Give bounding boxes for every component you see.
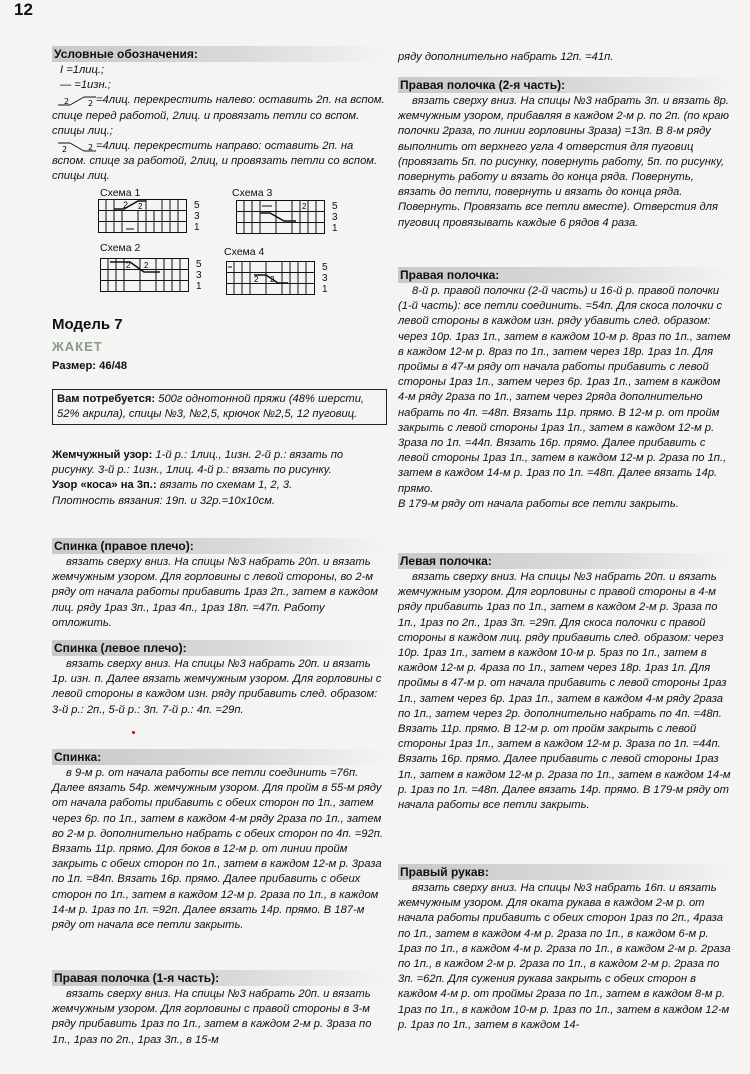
svg-text:2: 2 — [270, 275, 275, 284]
section-title: Спинка (левое плечо): — [52, 640, 387, 656]
pearl-label: Жемчужный узор: — [52, 449, 153, 461]
legend-cross-left — [52, 93, 387, 139]
legend-item-knit: I =1лиц.; — [60, 64, 105, 76]
legend-section — [52, 46, 387, 185]
svg-text:2: 2 — [302, 202, 307, 211]
scheme-1-label: Схема 1 — [100, 187, 141, 199]
materials-label: Вам потребуется: — [57, 393, 156, 405]
section-title: Правая полочка: — [398, 267, 733, 283]
right-top-line: ряду дополнительно набрать 12п. =41п. — [398, 51, 614, 63]
scheme-2-rows: 5 3 1 — [196, 259, 202, 292]
svg-text:2: 2 — [62, 145, 68, 154]
section-title: Правый рукав: — [398, 864, 733, 880]
section-text: вязать сверху вниз. На спицы №3 набрать 20п. и вязать жемчужным узором. Для горловины с левой стороны, во 2-м ряду от начала работы прибавить 1раз 2п., затем в каждом лиц. ряду 1раз 3п., 1раз 4п., 1раз 18п. =47п. Работу отложить. — [52, 556, 378, 629]
scheme-2-label: Схема 2 — [100, 242, 141, 254]
right-section-3 — [398, 864, 733, 1033]
right-section-2 — [398, 553, 733, 813]
scheme-3-label: Схема 3 — [232, 187, 273, 199]
pearl-text: 1-й р.: 1лиц., 1изн. 2-й р.: вязать по рисунку. 3-й р.: 1изн., 1лиц. 4-й р.: вязать по рисунку. — [52, 449, 344, 477]
legend-title: Условные обозначения: — [52, 46, 387, 62]
section-text: вязать сверху вниз. На спицы №3 набрать 20п. и вязать жемчужным узором. Для горловины с правой стороны в 4-м ряду прибавить 1раз по 1п., затем в каждом 2-м р. 3раза по 1п., 1раз по 2п., 1раз 3п. =29п. Для скоса полочки с правой стороны в каждом лиц. ряду прибавить след. образом: через 10р. 1раз 1п., затем в каждом 10-м р. 5раз по 1п., затем в каждом 12-м р. 4раза по 1п., затем через 18р. 1раз 1п. Для проймы в 47-м р. от начала прибавить с левой стороны 1раз 1п., затем через 6р. 1раз 1п., затем в каждом 4-м ряду 2раза по 1п., затем через 2р. дополнительно набрать по 4п. =48п. Вязать 11р. прямо. В 12-м р. от пройм закрыть с левой стороны 1раз 1п., затем в каждом 12-м р. 3раза по 1п. =44п. Вязать 16р. прямо. Далее прибавить с левой стороны 1раз 1п., затем в каждом 12-м р. 2раза по 1п., затем в каждом 14-м р. 1раз по 1п. =48п. Далее вязать 14р. прямо. В 179-м ряду от начала работы все петли закрыть. — [398, 571, 731, 812]
scheme-3-rows: 5 3 1 — [332, 201, 338, 234]
section-text: в 9-м р. от начала работы все петли соединить =76п. Далее вязать 54р. жемчужным узором. Для пройм в 55-м ряду от начала работы прибавить с обеих сторон по 1п., затем через 6р. по 1п., затем в каждом 4-м ряду 2раза по 1п., затем во 2-м р. дополнительно набрать с обеих сторон по 4п. =92п. Вязать 11р. прямо. Для боков в 12-м р. от линии пройм закрыть с обеих сторон по 1п., затем в каждом 12-м р. 3раза по 1п. =84п. Вязать 16р. прямо. Далее прибавить с обеих сторон по 1п., затем в каждом 12-м р. 2раза по 1п., в каждом 14-м р. 1раз по 1п. =92п. Далее вязать 14р. прямо. В 187-м ряду от начала все петли закрыть. — [52, 767, 383, 932]
section-text: вязать сверху вниз. На спицы №3 набрать 20п. и вязать 1р. изн. п. Далее вязать жемчужным узором. Для горловины с левой стороны в каждом изн. ряду прибавить след. образом: 3-й р.: 2п., 5-й р.: 3п. 7-й р.: 4п. =29п. — [52, 658, 382, 716]
scheme-4-label: Схема 4 — [224, 246, 265, 258]
model-title: Модель 7 — [52, 316, 123, 333]
cross-right-icon — [58, 141, 98, 153]
braid-label: Узор «коса» на 3п.: — [52, 479, 157, 492]
section-title: Спинка (правое плечо): — [52, 538, 387, 554]
svg-text:2: 2 — [123, 200, 129, 210]
red-dot — [132, 731, 135, 734]
right-section-1 — [398, 267, 733, 512]
density-text: Плотность вязания: 19п. и 32р.=10х10см. — [52, 494, 275, 507]
section-text: вязать сверху вниз. На спицы №3 набрать 20п. и вязать жемчужным узором. Для горловины с правой стороны в 3-м ряду прибавить 1раз по 1п., затем в каждом 2-м р. 3раза по 1п., 1раз по 2п., 1раз 3п., в 15-м — [52, 988, 372, 1046]
left-section-1 — [52, 640, 387, 718]
left-section-3 — [52, 970, 387, 1048]
section-text: вязать сверху вниз. На спицы №3 набрать 3п. и вязать 8р. жемчужным узором, прибавляя в каждом 2-м р. по 2п. (по краю полочки 2раза, по линии горловины 3раза) =13п. В 8-м ряду выполнить от верхнего угла 4 отверстия для пуговиц (провязать 5п. по рисунку, повернуть работу, 5п. по рисунку, повернуть работу и вязать до конца ряда. Повернуть, вязать до петли, повернуть и вязать до конца ряда. Повернуть. Провязать все петли вместе). Отверстия для пуговиц провязывать каждые 6 рядов 4 раза. — [398, 95, 730, 229]
svg-text:2: 2 — [64, 97, 70, 107]
scheme-3-grid — [236, 200, 326, 236]
svg-text:2: 2 — [144, 261, 149, 270]
materials-box — [52, 389, 387, 425]
svg-text:2: 2 — [138, 202, 143, 211]
patterns-section — [52, 448, 387, 509]
section-title: Правая полочка (1-я часть): — [52, 970, 387, 986]
svg-text:2: 2 — [254, 275, 259, 284]
model-subtitle: ЖАКЕТ — [52, 339, 103, 354]
cross-left-icon — [58, 95, 98, 107]
section-text: вязать сверху вниз. На спицы №3 набрать 16п. и вязать жемчужным узором. Для оката рукава в каждом 2-м р. от начала работы прибавить с обеих сторон 1раз по 2п., 4раза по 1п., затем в каждом 4-м р. 2раза по 1п., в каждом 6-м р. 1раз по 1п., в каждом 4-м р. 2раза по 1п., в каждом 2-м р. 2раза по 1п., в каждом 2-м р. 2раза по 1п., в каждом 2-м р. 2раза по 3п. =62п. Для сужения рукава закрыть с обеих сторон в каждом 4-м р. от проймы 2раза по 1п., затем в каждом 8-м р. 1раз по 1п., в каждом 10-м р. 1раз по 1п., затем в каждом 12-м р. 1раз по 1п., затем в каждом 14- — [398, 882, 731, 1031]
section-title: Левая полочка: — [398, 553, 733, 569]
section-extra: В 179-м ряду от начала работы все петли закрыть. — [398, 497, 679, 510]
scheme-2-grid — [100, 258, 190, 294]
materials-text: 500г однотонной пряжи (48% шерсти, 52% акрила), спицы №3, №2,5, крючок №2,5, 12 пуговиц. — [57, 393, 365, 421]
section-title: Правая полочка (2-я часть): — [398, 77, 733, 93]
legend-cross-right — [52, 139, 387, 185]
svg-text:2: 2 — [126, 261, 131, 270]
model-size: Размер: 46/48 — [52, 360, 128, 373]
scheme-4-grid — [226, 261, 316, 297]
right-section-0 — [398, 77, 733, 231]
scheme-4-rows: 5 3 1 — [322, 262, 328, 295]
page-number: 12 — [14, 0, 33, 19]
braid-text: вязать по схемам 1, 2, 3. — [159, 479, 293, 492]
legend-item-purl: — =1изн.; — [60, 79, 111, 92]
left-section-0 — [52, 538, 387, 631]
left-section-2 — [52, 749, 387, 933]
legend-item-cross-right: =4лиц. перекрестить направо: оставить 2п. на вспом. спице за работой, 2лиц, и провязать петли со вспом. спицы лиц. — [52, 140, 378, 183]
section-title: Спинка: — [52, 749, 387, 765]
scheme-1-rows: 5 3 1 — [194, 200, 200, 233]
svg-text:2: 2 — [88, 143, 94, 153]
svg-text:2: 2 — [88, 99, 94, 108]
legend-item-cross-left: =4лиц. перекрестить налево: оставить 2п. на вспом. спице перед работой, 2лиц. и провязать петли со вспом. спицы лиц.; — [52, 94, 385, 137]
model-header — [52, 316, 387, 374]
scheme-1-grid — [98, 199, 188, 235]
section-text: 8-й р. правой полочки (2-й часть) и 16-й р. правой полочки (1-й часть): все петли соединить. =54п. Для скоса полочки с левой стороны в каждом изн. ряду убавить след. образом: через 10р. 1раз 1п., затем в каждом 10-м р. 8раз по 1п., затем в каждом 12-м р. 8раз по 1п., затем через 18р. 1раз 1п. Для проймы в 47-м ряду от начала работы прибавить с левой стороны 1раз 1п., затем через 6р. 1раз 1п., затем в каждом 4-м ряду 2раза по 1п., затем через 2ряда дополнительно набрать по 4п. =48п. Вязать 11р. прямо. В 12-м р. от пройм закрыть с левой стороны 1раз 1п., затем в каждом 12-м р. 3раза по 1п. =44п. Вязать 16р. прямо. Далее прибавить с левой стороны 1раз 1п., затем в каждом 12-м р. 2раза по 1п., затем в каждом 14-м р. 1раз по 1п. =48п. Далее вязать 14р. прямо. — [398, 285, 731, 495]
